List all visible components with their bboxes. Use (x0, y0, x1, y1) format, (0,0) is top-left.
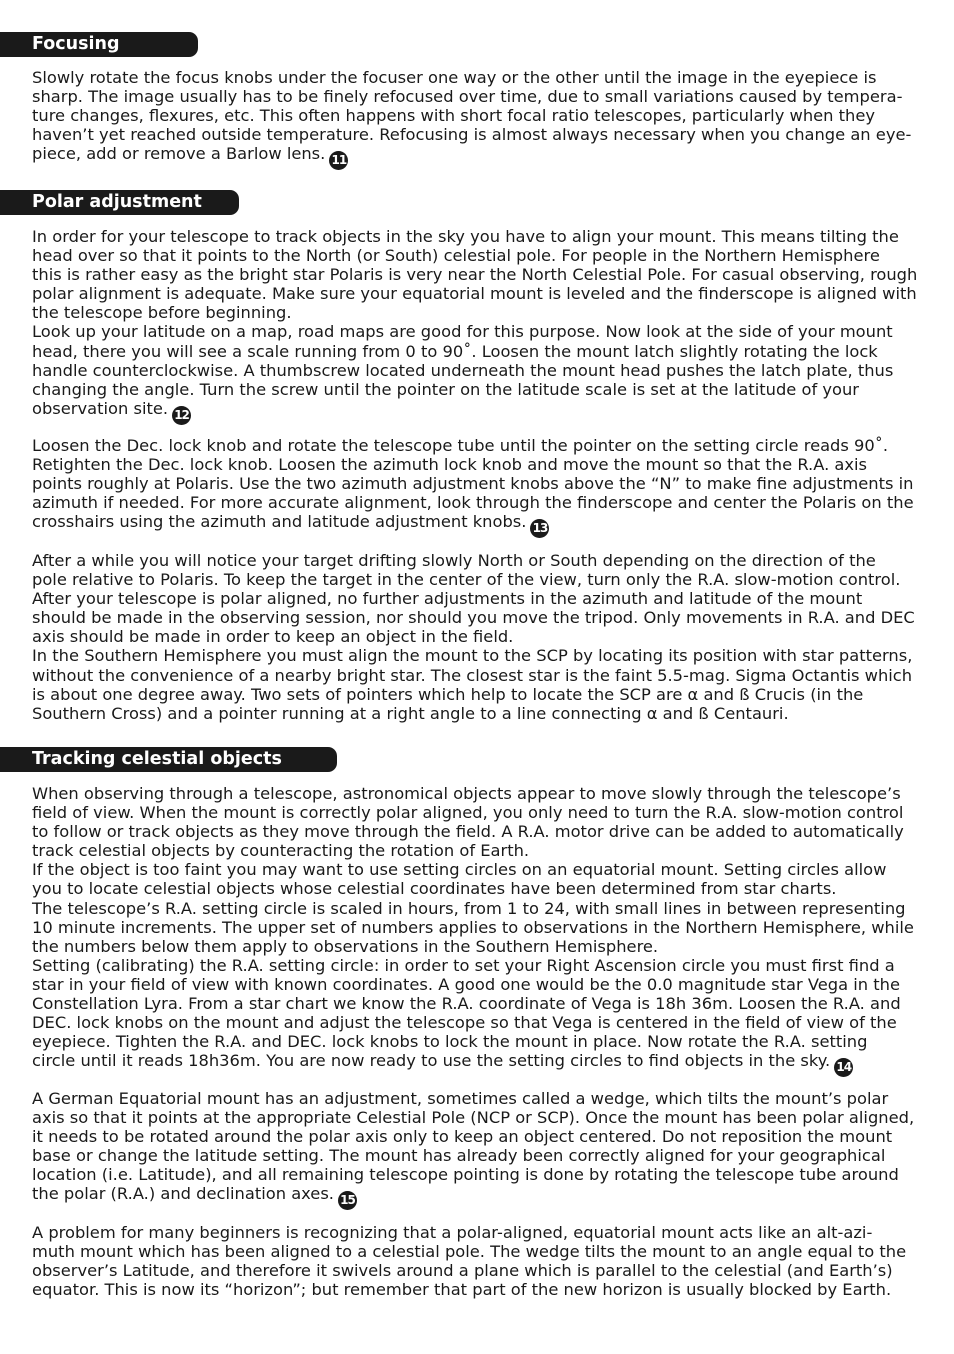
text-line-content: handle counterclockwise. A thumbscrew located underneath the mount head pushes the latch plate, thus (32, 360, 894, 380)
text-line (32, 841, 927, 860)
text-line (32, 956, 927, 975)
paragraph (32, 1223, 927, 1299)
text-line (32, 474, 927, 493)
text-line-content: the polar (R.A.) and declination axes. (32, 1184, 334, 1204)
text-line (32, 125, 927, 144)
text-line-content: this is rather easy as the bright star Polaris is very near the North Celestial Pole. For casual observing, rough (32, 265, 918, 285)
text-line (32, 685, 927, 704)
text-line-content: polar alignment is adequate. Make sure your equatorial mount is leveled and the finderscope is aligned with (32, 284, 917, 304)
text-line (32, 1013, 927, 1032)
text-line-content: head over so that it points to the North (or South) celestial pole. For people in the Northern Hemisphere (32, 246, 880, 266)
text-line (32, 879, 927, 898)
text-line (32, 627, 927, 646)
text-line-content: Retighten the Dec. lock knob. Loosen the azimuth lock knob and move the mount so that the R.A. axis (32, 455, 868, 475)
text-line (32, 436, 927, 455)
section-header-polar-adjustment: Polar adjustment (0, 190, 239, 215)
text-line (32, 918, 927, 937)
text-line-content: A German Equatorial mount has an adjustment, sometimes called a wedge, which tilts the mount’s polar (32, 1089, 889, 1108)
text-line-content: ture changes, flexures, etc. This often happens with short focal ratio telescopes, particularly when they (32, 106, 876, 126)
text-line-content: axis so that it points at the appropriate Celestial Pole (NCP or SCP). Once the mount has been polar aligned, (32, 1108, 915, 1128)
text-line-content: If the object is too faint you may want to use setting circles on an equatorial mount. Setting circles allow (32, 860, 887, 880)
figure-reference-badge: 11 (329, 151, 348, 170)
text-line-content: observation site. (32, 398, 169, 418)
text-line (32, 512, 927, 536)
text-line-content: After a while you will notice your target drifting slowly North or South depending on the direction of the (32, 551, 876, 570)
text-line-content: points roughly at Polaris. Use the two azimuth adjustment knobs above the “N” to make fine adjustments in (32, 474, 914, 494)
text-line-content: changing the angle. Turn the screw until the pointer on the latitude scale is set at the latitude of your (32, 379, 859, 399)
text-line (32, 784, 927, 803)
text-line (32, 589, 927, 608)
text-line (32, 342, 927, 361)
text-line (32, 994, 927, 1013)
section-header-focusing: Focusing (0, 32, 198, 57)
text-line-content: the telescope before beginning. (32, 303, 292, 323)
text-line (32, 455, 927, 474)
text-line-content: without the convenience of a nearby bright star. The closest star is the faint 5.5-mag. Sigma Octantis which (32, 665, 913, 685)
paragraph (32, 68, 927, 168)
text-line-content: Loosen the Dec. lock knob and rotate the telescope tube until the pointer on the setting circle reads 90˚. (32, 436, 889, 455)
text-line-content: axis should be made in order to keep an object in the field. (32, 627, 514, 647)
text-line-content: sharp. The image usually has to be finely refocused over time, due to small variations caused by tempera- (32, 87, 903, 107)
text-line-content: When observing through a telescope, astronomical objects appear to move slowly through the telescope’s (32, 784, 901, 803)
text-line (32, 265, 927, 284)
text-line (32, 1280, 927, 1299)
text-line-content: track celestial objects by counteracting the rotation of Earth. (32, 841, 530, 861)
figure-reference-badge: 15 (338, 1191, 357, 1210)
text-line-content: equator. This is now its “horizon”; but remember that part of the new horizon is usually blocked by Earth. (32, 1280, 892, 1300)
figure-reference-badge: 14 (834, 1058, 853, 1077)
text-line (32, 1261, 927, 1280)
text-line (32, 1051, 927, 1075)
text-line (32, 666, 927, 685)
text-line-content: In order for your telescope to track objects in the sky you have to align your mount. This means tilting the (32, 227, 899, 246)
text-line (32, 803, 927, 822)
text-line-content: should be made in the observing session, nor should you move the tripod. Only movements in R.A. and DEC (32, 608, 915, 628)
text-line-content: the numbers below them apply to observations in the Southern Hemisphere. (32, 936, 659, 956)
text-line (32, 937, 927, 956)
section-header-tracking-celestial-objects: Tracking celestial objects (0, 747, 337, 772)
text-line (32, 899, 927, 918)
text-line (32, 303, 927, 322)
paragraph (32, 1089, 927, 1208)
text-line (32, 68, 927, 87)
text-line (32, 822, 927, 841)
text-line (32, 608, 927, 627)
text-line-content: DEC. lock knobs on the mount and adjust the telescope so that Vega is centered in the field of view of the (32, 1013, 897, 1033)
text-line (32, 227, 927, 246)
text-line-content: Setting (calibrating) the R.A. setting circle: in order to set your Right Ascension circle you must first find a (32, 955, 895, 975)
figure-reference-badge: 13 (530, 519, 549, 538)
text-line-content: crosshairs using the azimuth and latitude adjustment knobs. (32, 512, 527, 532)
text-line (32, 860, 927, 879)
paragraph (32, 436, 927, 536)
paragraph (32, 784, 927, 1075)
text-line (32, 284, 927, 303)
paragraph (32, 551, 927, 723)
text-line (32, 1089, 927, 1108)
text-line (32, 975, 927, 994)
text-line-content: circle until it reads 18h36m. You are now ready to use the setting circles to find objects in the sky. (32, 1051, 831, 1071)
text-line (32, 570, 927, 589)
figure-reference-badge: 12 (172, 406, 191, 425)
text-line (32, 1146, 927, 1165)
text-line-content: After your telescope is polar aligned, no further adjustments in the azimuth and latitude of the mount (32, 589, 863, 609)
text-line (32, 380, 927, 399)
text-line-content: base or change the latitude setting. The mount has already been correctly aligned for your geographical (32, 1146, 886, 1166)
text-line (32, 398, 927, 422)
text-line-content: to follow or track objects as they move through the field. A R.A. motor drive can be added to automatically (32, 822, 904, 842)
text-line-content: muth mount which has been aligned to a celestial pole. The wedge tilts the mount to an angle equal to the (32, 1242, 907, 1262)
text-line-content: haven’t yet reached outside temperature. Refocusing is almost always necessary when you change an eye- (32, 125, 912, 145)
paragraph (32, 227, 927, 422)
text-line-content: piece, add or remove a Barlow lens. (32, 144, 326, 164)
text-line (32, 646, 927, 665)
text-line (32, 87, 927, 106)
text-line-content: In the Southern Hemisphere you must align the mount to the SCP by locating its position with star patterns, (32, 646, 913, 666)
text-line (32, 322, 927, 341)
text-line-content: observer’s Latitude, and therefore it swivels around a plane which is parallel to the celestial (and Earth’s) (32, 1261, 893, 1281)
text-line-content: is about one degree away. Two sets of pointers which help to locate the SCP are α and ß Crucis (in the (32, 684, 864, 704)
text-line (32, 704, 927, 723)
text-line-content: star in your field of view with known coordinates. A good one would be the 0.0 magnitude star Vega in the (32, 974, 901, 994)
text-line-content: Southern Cross) and a pointer running at a right angle to a line connecting α and ß Centauri. (32, 703, 789, 723)
text-line-content: The telescope’s R.A. setting circle is scaled in hours, from 1 to 24, with small lines in between representing (32, 898, 906, 918)
text-line-content: 10 minute increments. The upper set of numbers applies to observations in the Northern Hemisphere, while (32, 917, 914, 937)
text-line-content: you to locate celestial objects whose celestial coordinates have been determined from star charts. (32, 879, 837, 899)
text-line-content: Constellation Lyra. From a star chart we know the R.A. coordinate of Vega is 18h 36m. Loosen the R.A. and (32, 994, 901, 1014)
text-line-content: eyepiece. Tighten the R.A. and DEC. lock knobs to lock the mount in place. Now rotate the R.A. setting (32, 1032, 868, 1052)
text-line-content: A problem for many beginners is recognizing that a polar-aligned, equatorial mount acts like an alt-azi- (32, 1223, 873, 1242)
text-line (32, 106, 927, 125)
text-line (32, 1184, 927, 1208)
text-line (32, 246, 927, 265)
text-line-content: field of view. When the mount is correctly polar aligned, you only need to turn the R.A. slow-motion control (32, 803, 904, 823)
text-line (32, 1032, 927, 1051)
text-line (32, 1242, 927, 1261)
text-line-content: azimuth if needed. For more accurate alignment, look through the finderscope and center the Polaris on the (32, 493, 914, 513)
text-line (32, 1108, 927, 1127)
text-line (32, 1165, 927, 1184)
text-line (32, 551, 927, 570)
text-line (32, 493, 927, 512)
text-line-content: head, there you will see a scale running from 0 to 90˚. Loosen the mount latch slightly rotating the lock (32, 341, 878, 361)
text-line-content: location (i.e. Latitude), and all remaining telescope pointing is done by rotating the telescope tube around (32, 1165, 899, 1185)
text-line-content: Look up your latitude on a map, road maps are good for this purpose. Now look at the side of your mount (32, 322, 893, 342)
text-line (32, 361, 927, 380)
text-line-content: pole relative to Polaris. To keep the target in the center of the view, turn only the R.A. slow-motion control. (32, 570, 901, 590)
text-line (32, 1127, 927, 1146)
text-line (32, 144, 927, 168)
text-line (32, 1223, 927, 1242)
text-line-content: it needs to be rotated around the polar axis only to keep an object centered. Do not reposition the mount (32, 1127, 893, 1147)
text-line-content: Slowly rotate the focus knobs under the focuser one way or the other until the image in the eyepiece is (32, 68, 877, 87)
